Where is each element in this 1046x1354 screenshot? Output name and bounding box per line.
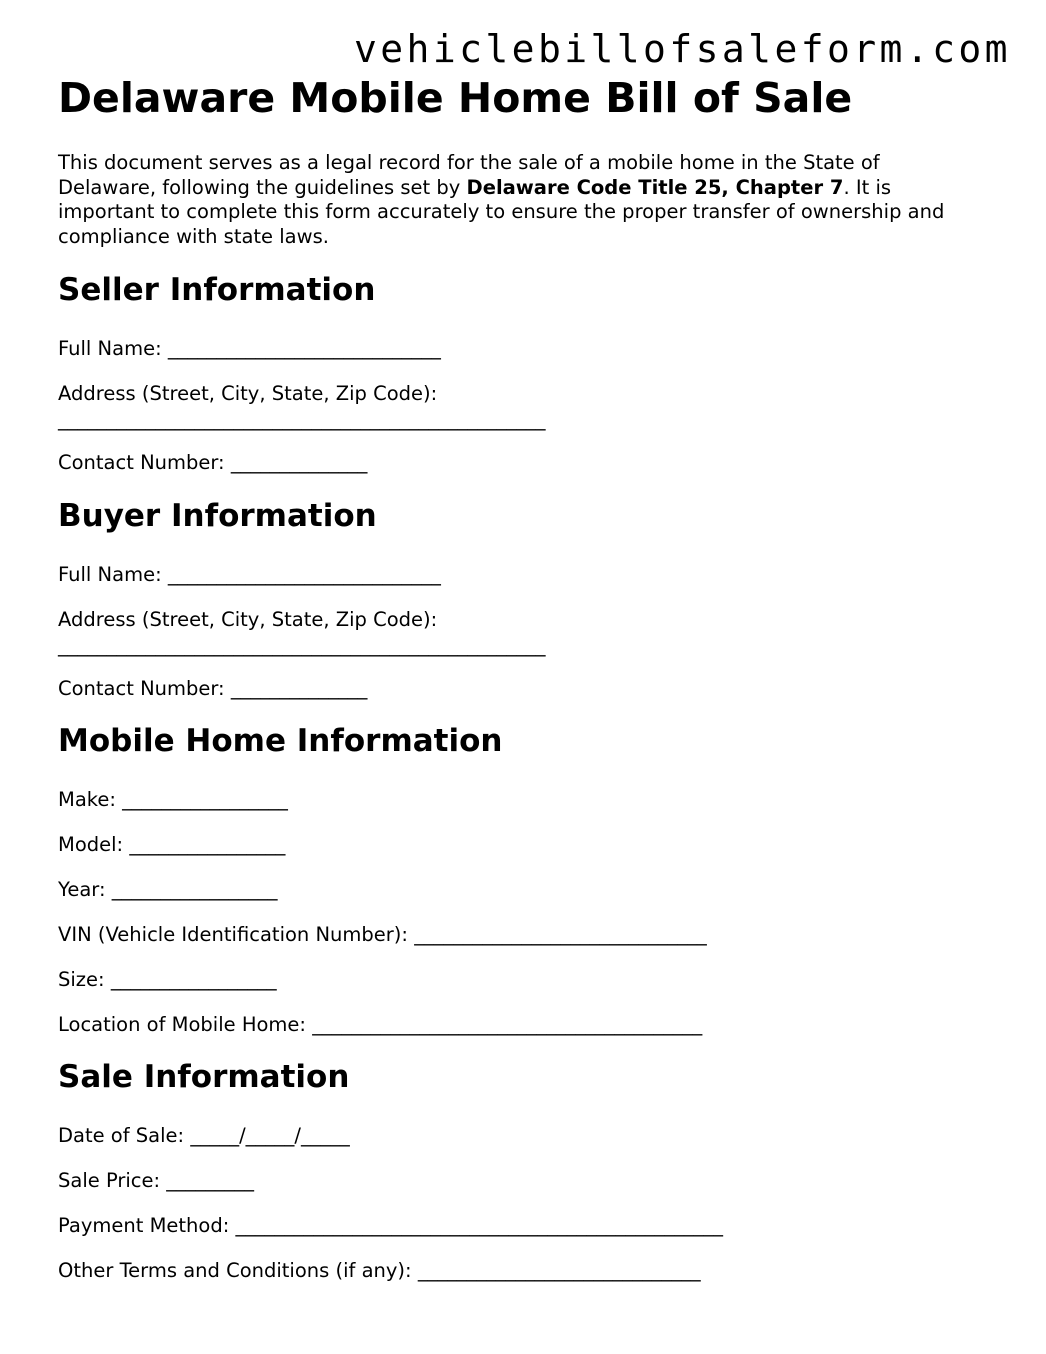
site-watermark: vehiclebillofsaleform.com: [354, 27, 1011, 71]
buyer-contact-field: [58, 677, 367, 701]
year-label: Year:: [58, 878, 106, 901]
model-field: [58, 833, 285, 857]
year-field: [58, 878, 277, 902]
sale-price-field: [58, 1169, 254, 1193]
buyer-full-name-field: [58, 563, 441, 587]
seller-full-name-field: [58, 337, 441, 361]
other-terms-blank[interactable]: _____________________________: [417, 1259, 701, 1282]
year-blank[interactable]: _________________: [111, 878, 278, 901]
seller-address-blank[interactable]: __________________________________________________: [58, 408, 546, 431]
seller-contact-label: Contact Number:: [58, 451, 225, 474]
intro-text-after: . It is important to complete this form accurately to ensure the proper transfer of ownership and compliance with state laws.: [58, 175, 945, 248]
seller-full-name-blank[interactable]: ____________________________: [167, 337, 441, 360]
vin-field: [58, 923, 707, 947]
make-field: [58, 788, 288, 812]
intro-code-reference: Delaware Code Title 25, Chapter 7: [466, 175, 844, 199]
location-blank[interactable]: ________________________________________: [312, 1013, 703, 1036]
size-blank[interactable]: _________________: [110, 968, 277, 991]
payment-method-label: Payment Method:: [58, 1214, 230, 1237]
payment-method-blank[interactable]: __________________________________________________: [235, 1214, 723, 1237]
vin-label: VIN (Vehicle Identification Number):: [58, 923, 408, 946]
mobile-home-heading: Mobile Home Information: [58, 723, 503, 759]
seller-address-label: Address (Street, City, State, Zip Code):: [58, 382, 438, 405]
make-blank[interactable]: _________________: [122, 788, 288, 811]
payment-method-field: [58, 1214, 723, 1238]
buyer-address-label: Address (Street, City, State, Zip Code):: [58, 608, 438, 631]
seller-section: [58, 272, 1008, 474]
buyer-contact-label: Contact Number:: [58, 677, 225, 700]
buyer-section: [58, 498, 1008, 700]
mobile-home-section: [58, 723, 1008, 1036]
seller-contact-field: [58, 451, 367, 475]
other-terms-field: [58, 1259, 701, 1283]
sale-price-label: Sale Price:: [58, 1169, 161, 1192]
size-field: [58, 968, 277, 992]
date-of-sale-blank[interactable]: _____/_____/_____: [190, 1124, 350, 1147]
sale-heading: Sale Information: [58, 1059, 350, 1095]
buyer-full-name-blank[interactable]: ____________________________: [167, 563, 441, 586]
buyer-full-name-label: Full Name:: [58, 563, 162, 586]
date-of-sale-field: [58, 1124, 350, 1148]
model-label: Model:: [58, 833, 124, 856]
make-label: Make:: [58, 788, 116, 811]
intro-text-before: This document serves as a legal record for the sale of a mobile home in the State of Delaware, following the guidelines set by: [58, 151, 880, 199]
buyer-address-blank[interactable]: __________________________________________________: [58, 634, 546, 657]
document-title: Delaware Mobile Home Bill of Sale: [58, 74, 853, 122]
sale-section: [58, 1059, 1008, 1282]
seller-contact-blank[interactable]: ______________: [230, 451, 368, 474]
intro-paragraph: [58, 151, 978, 249]
location-label: Location of Mobile Home:: [58, 1013, 306, 1036]
location-field: [58, 1013, 702, 1037]
buyer-heading: Buyer Information: [58, 498, 377, 534]
model-blank[interactable]: ________________: [129, 833, 286, 856]
size-label: Size:: [58, 968, 105, 991]
seller-heading: Seller Information: [58, 272, 376, 308]
date-of-sale-label: Date of Sale:: [58, 1124, 185, 1147]
vin-blank[interactable]: ______________________________: [414, 923, 707, 946]
sale-price-blank[interactable]: _________: [166, 1169, 255, 1192]
buyer-contact-blank[interactable]: ______________: [230, 677, 368, 700]
seller-full-name-label: Full Name:: [58, 337, 162, 360]
other-terms-label: Other Terms and Conditions (if any):: [58, 1259, 412, 1282]
